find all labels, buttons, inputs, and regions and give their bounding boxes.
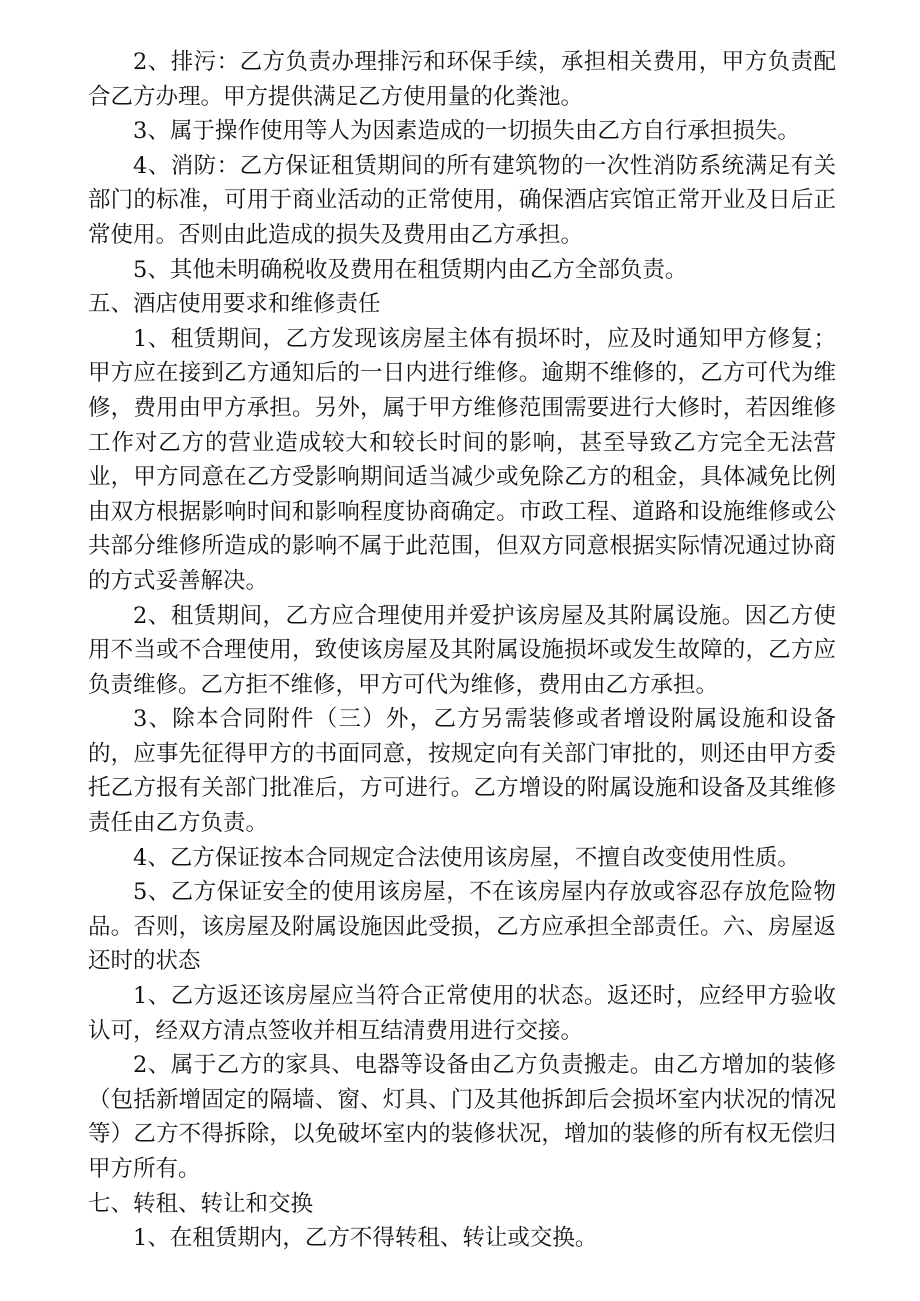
clause-no-sublease: 1、在租赁期内，乙方不得转租、转让或交换。	[133, 1225, 598, 1252]
clause-lawful-use: 4、乙方保证按本合同规定合法使用该房屋，不擅自改变使用性质。	[133, 844, 800, 871]
clause-renovation-approval: 3、除本合同附件（三）外，乙方另需装修或者增设附属设施和设备的，应事先征得甲方的书面同意，按规定向有关部门审批的，则还由甲方委托乙方报有关部门批准后，方可进行。乙方增设的附属设施和设备及其维修责任由乙方负责。	[88, 706, 836, 837]
document-body	[88, 45, 836, 1256]
clause-proper-use: 2、租赁期间，乙方应合理使用并爱护该房屋及其附属设施。因乙方使用不当或不合理使用，致使该房屋及其附属设施损坏或发生故障的，乙方应负责维修。乙方拒不维修，甲方可代为维修，费用由乙方承担。	[88, 602, 836, 698]
clause-drainage: 2、排污：乙方负责办理排污和环保手续，承担相关费用，甲方负责配合乙方办理。甲方提供满足乙方使用量的化粪池。	[88, 49, 836, 110]
section-heading-sublease: 七、转租、转让和交换	[88, 1190, 314, 1217]
clause-human-loss: 3、属于操作使用等人为因素造成的一切损失由乙方自行承担损失。	[133, 118, 800, 145]
clause-other-taxes: 5、其他未明确税收及费用在租赁期内由乙方全部负责。	[133, 256, 688, 283]
clause-fire-safety: 4、消防：乙方保证租赁期间的所有建筑物的一次性消防系统满足有关部门的标准，可用于商业活动的正常使用，确保酒店宾馆正常开业及日后正常使用。否则由此造成的损失及费用由乙方承担。	[88, 152, 836, 248]
clause-safety-hazards: 5、乙方保证安全的使用该房屋，不在该房屋内存放或容忍存放危险物品。否则，该房屋及附属设施因此受损，乙方应承担全部责任。六、房屋返还时的状态	[88, 879, 836, 975]
clause-return-condition: 1、乙方返还该房屋应当符合正常使用的状态。返还时，应经甲方验收认可，经双方清点签收并相互结清费用进行交接。	[88, 983, 836, 1044]
clause-fixtures-ownership: 2、属于乙方的家具、电器等设备由乙方负责搬走。由乙方增加的装修（包括新增固定的隔墙、窗、灯具、门及其他拆卸后会损坏室内状况的情况等）乙方不得拆除，以免破坏室内的装修状况，增加的装修的所有权无偿归甲方所有。	[88, 1052, 836, 1182]
section-heading-maintenance: 五、酒店使用要求和维修责任	[88, 291, 381, 318]
clause-structural-repair: 1、租赁期间，乙方发现该房屋主体有损坏时，应及时通知甲方修复；甲方应在接到乙方通知后的一日内进行维修。逾期不维修的，乙方可代为维修，费用由甲方承担。另外，属于甲方维修范围需要进行大修时，若因维修工作对乙方的营业造成较大和较长时间的影响，甚至导致乙方完全无法营业，甲方同意在乙方受影响期间适当减少或免除乙方的租金，具体减免比例由双方根据影响时间和影响程度协商确定。市政工程、道路和设施维修或公共部分维修所造成的影响不属于此范围，但双方同意根据实际情况通过协商的方式妥善解决。	[88, 325, 836, 594]
